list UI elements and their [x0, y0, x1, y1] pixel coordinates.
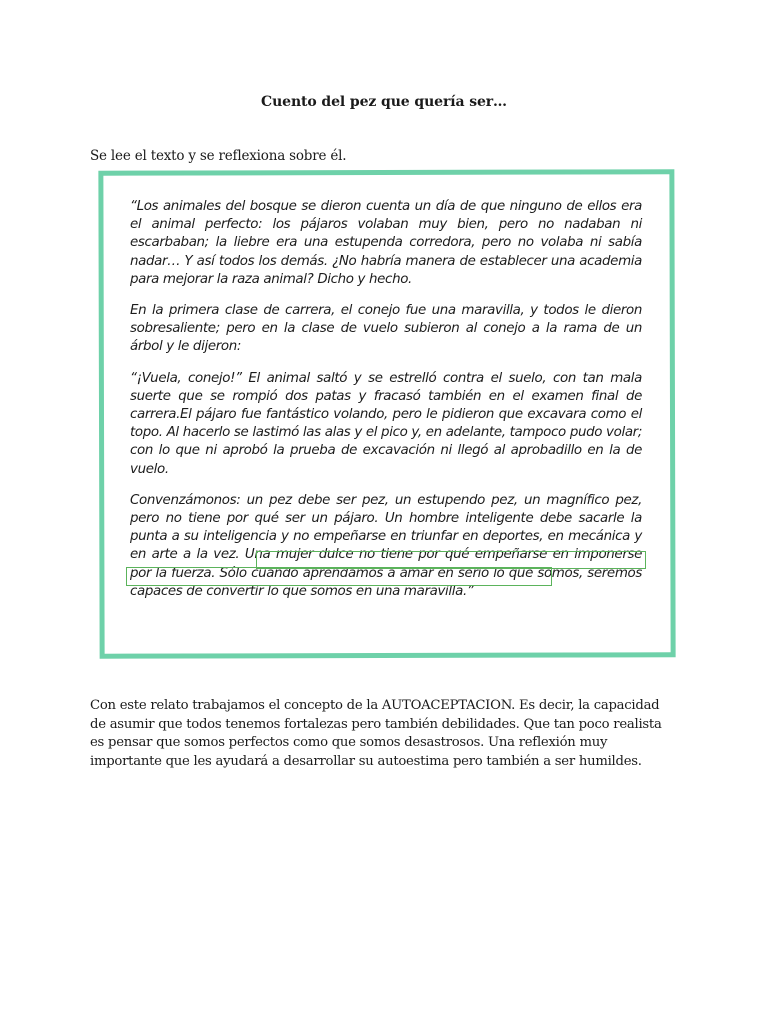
story-text — [130, 198, 642, 614]
story-paragraph-2: En la primera clase de carrera, el conejo fue una maravilla, y todos le dieron sobresaliente; pero en la clase de vuelo subieron al conejo a la rama de un árbol y le dijeron: — [130, 303, 642, 355]
page-title: Cuento del pez que quería ser… — [261, 94, 507, 110]
story-paragraph-3: “¡Vuela, conejo!” El animal saltó y se estrelló contra el suelo, con tan mala suerte que se rompió dos patas y fracasó también en el examen final de carrera.El pájaro fue fantástico volando, pero le pidieron que excavara como el topo. Al hacerlo se lastimó las alas y el pico y, en adelante, tampoco pudo volar; con lo que ni aprobó la prueba de excavación ni llegó al aprobadillo en la de vuelo. — [130, 370, 642, 477]
outro-text: Con este relato trabajamos el concepto de la AUTOACEPTACION. Es decir, la capacidad de asumir que todos tenemos fortalezas pero también debilidades. Que tan poco realista es pensar que somos perfectos como que somos desastrosos. Una reflexión muy importante que les ayudará a desarrollar su autoestima pero también a ser humildes. — [90, 698, 662, 769]
story-paragraph-1: “Los animales del bosque se dieron cuenta un día de que ninguno de ellos era el animal perfecto: los pájaros volaban muy bien, pero no nadaban ni escarbaban; la liebre era una estupenda corredora, pero no volaba ni sabía nadar… Y así todos los demás. ¿No habría manera de establecer una academia para mejorar la raza animal? Dicho y hecho. — [130, 199, 642, 287]
story-paragraph-4: Convenzámonos: un pez debe ser pez, un estupendo pez, un magnífico pez, pero no tiene por qué ser un pájaro. Un hombre inteligente debe sacarle la punta a su inteligencia y no empeñarse en triunfar en deportes, en mecánica y en arte a la vez. Una mujer dulce no tiene por qué empeñarse en imponerse por la fuerza. Sólo cuando aprendamos a amar en serio lo que somos, seremos capaces de convertir lo que somos en una maravilla.” — [130, 492, 642, 599]
intro-text: Se lee el texto y se reflexiona sobre él. — [90, 148, 347, 164]
